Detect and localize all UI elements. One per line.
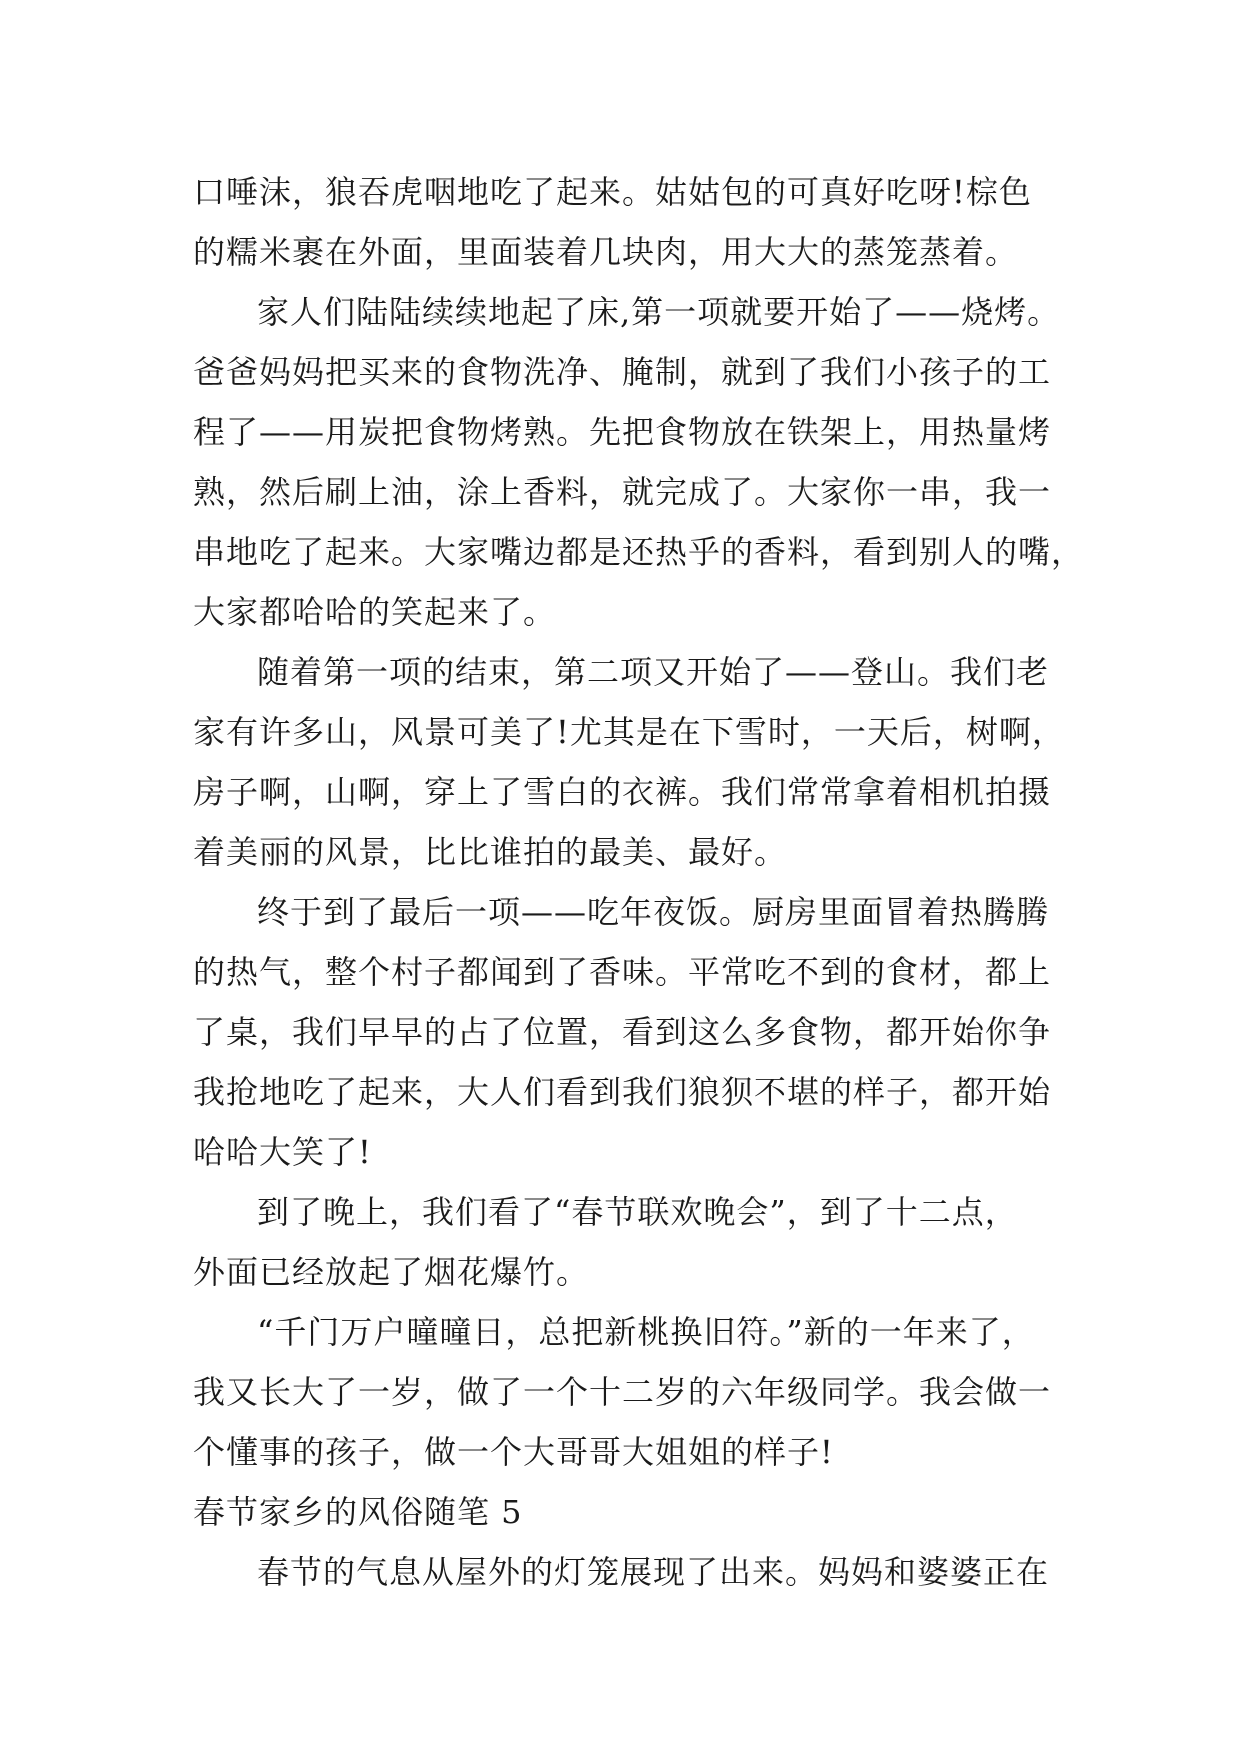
paragraph-start-line: 到了晚上，我们看了“春节联欢晚会”，到了十二点， (257, 1193, 1018, 1231)
text-line: 爸爸妈妈把买来的食物洗净、腌制，就到了我们小孩子的工 (193, 353, 1052, 391)
paragraph-start-line: 家人们陆陆续续地起了床,第一项就要开始了——烧烤。 (257, 293, 1061, 331)
paragraph-start-line: 春节的气息从屋外的灯笼展现了出来。妈妈和婆婆正在 (257, 1553, 1050, 1591)
text-line: 房子啊，山啊，穿上了雪白的衣裤。我们常常拿着相机拍摄 (193, 773, 1052, 811)
text-line: 口唾沫，狼吞虎咽地吃了起来。姑姑包的可真好吃呀!棕色 (193, 173, 1032, 211)
text-line: 着美丽的风景，比比谁拍的最美、最好。 (193, 833, 788, 871)
text-line: 程了——用炭把食物烤熟。先把食物放在铁架上，用热量烤 (193, 413, 1052, 451)
text-line: 我抢地吃了起来，大人们看到我们狼狈不堪的样子，都开始 (193, 1073, 1052, 1111)
paragraph-start-line: “千门万户曈曈日，总把新桃换旧符。”新的一年来了， (257, 1313, 1035, 1351)
text-line: 大家都哈哈的笑起来了。 (193, 593, 557, 631)
text-line: 的热气，整个村子都闻到了香味。平常吃不到的食材，都上 (193, 953, 1052, 991)
text-line: 哈哈大笑了! (193, 1133, 372, 1171)
text-line: 个懂事的孩子，做一个大哥哥大姐姐的样子! (193, 1433, 834, 1471)
text-line: 家有许多山，风景可美了!尤其是在下雪时，一天后，树啊， (193, 713, 1065, 751)
text-line: 外面已经放起了烟花爆竹。 (193, 1253, 590, 1291)
text-line: 我又长大了一岁，做了一个十二岁的六年级同学。我会做一 (193, 1373, 1052, 1411)
text-line: 熟，然后刷上油，涂上香料，就完成了。大家你一串，我一 (193, 473, 1052, 511)
paragraph-start-line: 随着第一项的结束，第二项又开始了——登山。我们老 (257, 653, 1050, 691)
text-line: 的糯米裹在外面，里面装着几块肉，用大大的蒸笼蒸着。 (193, 233, 1019, 271)
text-line: 串地吃了起来。大家嘴边都是还热乎的香料，看到别人的嘴， (193, 533, 1085, 571)
text-line: 了桌，我们早早的占了位置，看到这么多食物，都开始你争 (193, 1013, 1052, 1051)
document-body (193, 162, 1085, 1602)
paragraph-start-line: 终于到了最后一项——吃年夜饭。厨房里面冒着热腾腾 (257, 893, 1050, 931)
section-title: 春节家乡的风俗随笔 5 (193, 1493, 523, 1531)
